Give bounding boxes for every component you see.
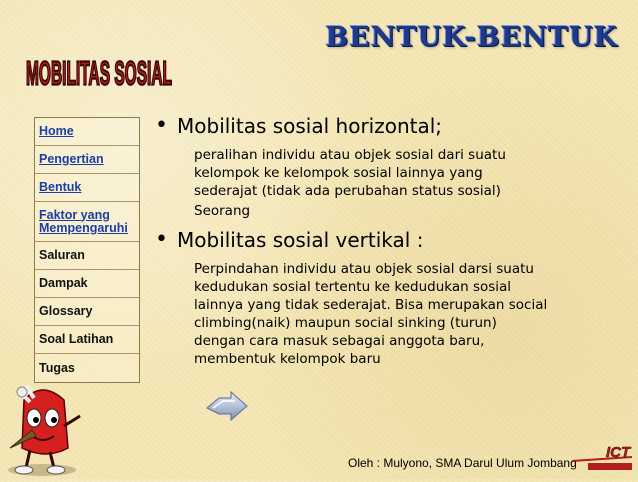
bullet-paragraph: Perpindahan individu atau objek sosial darsi suatu kedudukan sosial tertentu ke kedudukan sosial lainnya yang tidak sederajat. Bisa merupakan social climbing(naik) maupun social sinking (turun) dengan cara masuk sebagai anggota baru, membentuk kelompok baru (194, 261, 548, 367)
page-title: BENTUK-BENTUK (325, 22, 618, 53)
nav-item-saluran[interactable]: Saluran (35, 242, 139, 270)
next-arrow-button[interactable] (205, 390, 249, 424)
footer-credit: Oleh : Mulyono, SMA Darul Ulum Jombang (348, 456, 577, 470)
main-content (155, 114, 605, 368)
bullet-heading: Mobilitas sosial horizontal; (177, 114, 443, 138)
bullet-horizontal (155, 114, 605, 138)
nav-item-dampak[interactable]: Dampak (35, 270, 139, 298)
bullet-paragraph: peralihan individu atau objek sosial dari suatu kelompok ke kelompok sosial lainnya yang sederajat (tidak ada perubahan status sosial) (194, 147, 506, 199)
nav-item-faktor[interactable]: Faktor yang Mempengaruhi (35, 202, 139, 242)
bullet-vertikal (155, 228, 605, 252)
svg-text:ICT: ICT (606, 444, 631, 461)
bullet-icon: • (155, 227, 168, 252)
svg-text:MOBILITAS SOSIAL: MOBILITAS SOSIAL (25, 55, 172, 92)
nav-item-glossary[interactable]: Glossary (35, 298, 139, 326)
mascot-illustration (2, 370, 88, 478)
bullet-extra-text: Seorang (194, 203, 251, 219)
mobilitas-sosial-logo (24, 44, 174, 100)
nav-item-soal-latihan[interactable]: Soal Latihan (35, 326, 139, 354)
nav-item-tugas[interactable]: Tugas (39, 360, 75, 375)
bullet-icon: • (155, 113, 168, 138)
nav-item-home[interactable]: Home (35, 118, 139, 146)
nav-item-bentuk[interactable]: Bentuk (35, 174, 139, 202)
nav-menu (34, 117, 140, 383)
nav-item-pengertian[interactable]: Pengertian (35, 146, 139, 174)
ict-logo (570, 443, 634, 473)
bullet-heading: Mobilitas sosial vertikal : (177, 228, 424, 252)
arrow-right-icon (205, 390, 249, 424)
